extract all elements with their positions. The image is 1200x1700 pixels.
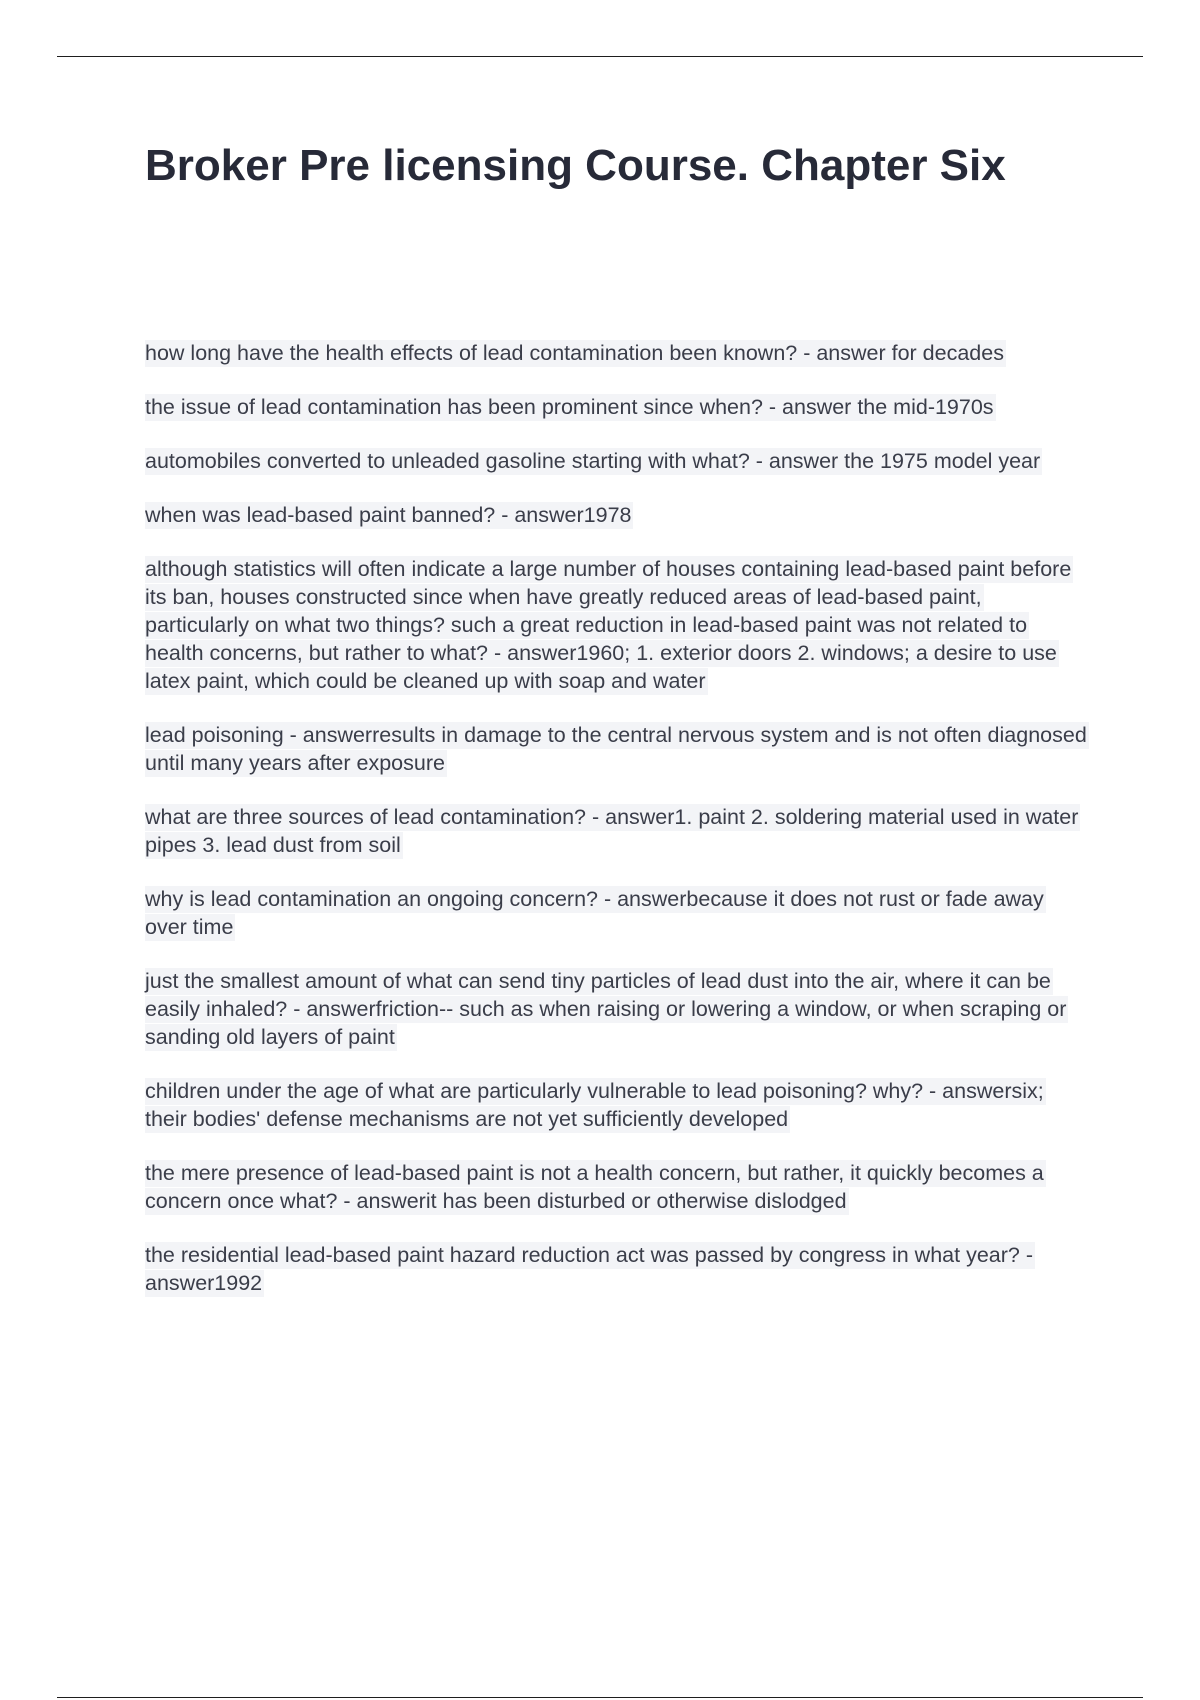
qa-text: the issue of lead contamination has been prominent since when? - answer the mid-1970s	[145, 395, 994, 419]
qa-text: children under the age of what are particularly vulnerable to lead poisoning? why? - answersix; their bodies' defense mechanisms are not yet sufficiently developed	[145, 1079, 1044, 1131]
page-title: Broker Pre licensing Course. Chapter Six	[145, 141, 1006, 190]
qa-item	[145, 967, 1090, 1051]
qa-text: lead poisoning - answerresults in damage to the central nervous system and is not often diagnosed until many years after exposure	[145, 723, 1087, 775]
qa-text: how long have the health effects of lead contamination been known? - answer for decades	[145, 341, 1004, 365]
qa-text: what are three sources of lead contamination? - answer1. paint 2. soldering material used in water pipes 3. lead dust from soil	[145, 805, 1079, 857]
qa-item	[145, 501, 1090, 529]
qa-text: the mere presence of lead-based paint is not a health concern, but rather, it quickly becomes a concern once what? - answerit has been disturbed or otherwise dislodged	[145, 1161, 1044, 1213]
qa-item	[145, 393, 1090, 421]
qa-text: although statistics will often indicate a large number of houses containing lead-based paint before its ban, houses constructed since when have greatly reduced areas of lead-based paint, particularly on what two things? such a great reduction in lead-based paint was not related to health concerns, but rather to what? - answer1960; 1. exterior doors 2. windows; a desire to use latex paint, which could be cleaned up with soap and water	[145, 557, 1072, 693]
qa-list	[145, 339, 1090, 1323]
qa-item	[145, 1241, 1090, 1297]
qa-text: just the smallest amount of what can send tiny particles of lead dust into the air, where it can be easily inhaled? - answerfriction-- such as when raising or lowering a window, or when scraping or sanding old layers of paint	[145, 969, 1067, 1049]
qa-item	[145, 885, 1090, 941]
qa-item	[145, 447, 1090, 475]
qa-item	[145, 1159, 1090, 1215]
qa-item	[145, 721, 1090, 777]
bottom-rule	[57, 1697, 1143, 1698]
qa-item	[145, 339, 1090, 367]
top-rule	[57, 56, 1143, 57]
qa-text: automobiles converted to unleaded gasoline starting with what? - answer the 1975 model year	[145, 449, 1041, 473]
qa-text: the residential lead-based paint hazard reduction act was passed by congress in what year? - answer1992	[145, 1243, 1033, 1295]
qa-item	[145, 1077, 1090, 1133]
qa-item	[145, 555, 1090, 695]
qa-text: when was lead-based paint banned? - answer1978	[145, 503, 632, 527]
qa-text: why is lead contamination an ongoing concern? - answerbecause it does not rust or fade away over time	[145, 887, 1044, 939]
qa-item	[145, 803, 1090, 859]
